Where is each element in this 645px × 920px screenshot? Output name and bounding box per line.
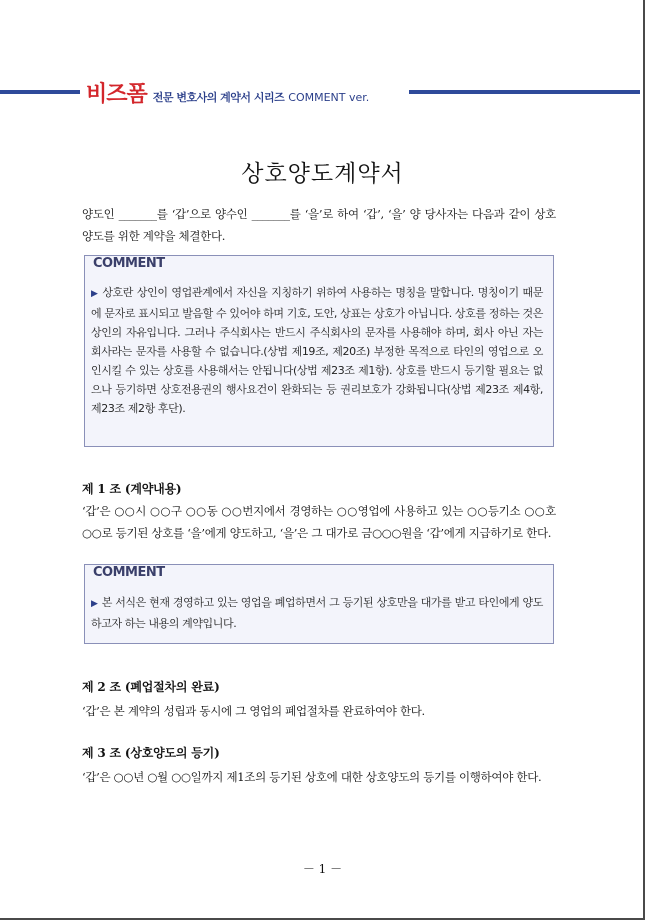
- triangle-bullet-icon: ▶: [91, 289, 99, 299]
- header-rule-right: [409, 90, 640, 94]
- comment-box: [84, 255, 554, 447]
- article-3-body: ‘갑’은 ○○년 ○월 ○○일까지 제1조의 등기된 상호에 대한 상호양도의 등기를 이행하여야 한다.: [82, 770, 542, 784]
- comment-label: COMMENT: [93, 256, 165, 271]
- brand-logo: 비즈폼: [86, 82, 147, 107]
- document-header: [0, 77, 645, 107]
- header-text: [86, 77, 369, 108]
- comment-box: [84, 564, 554, 644]
- article-3-heading: 제 3 조 (상호양도의 등기): [82, 746, 220, 760]
- page-number: － 1 －: [302, 862, 343, 876]
- comment-text: [91, 283, 543, 418]
- comment-body-text: 상호란 상인이 영업관계에서 자신을 지칭하기 위하여 사용하는 명칭을 말합니다. 명칭이기 때문에 문자로 표시되고 발음할 수 있어야 하며 기호, 도안, 상표는 상호가 아닙니다. 상호를 정하는 것은 상인의 자유입니다. 그러나 주식회사는 반드시 주식회사의 문자를 사용해야 하며, 회사 아닌 자는 회사라는 문자를 사용할 수 없습니다.(상법 제19조, 제20조) 부정한 목적으로 타인의 영업으로 오인시킬 수 있는 상호를 사용해서는 안됩니다(상법 제23조 제1항). 상호를 반드시 등기할 필요는 없으나 등기하면 상호전용권의 행사요건이 완화되는 등 권리보호가 강화됩니다(상법 제23조 제4항, 제23조 제2항 후단).: [91, 286, 543, 415]
- series-title: 전문 변호사의 계약서 시리즈: [152, 91, 285, 104]
- intro-paragraph: 양도인 _______를 ‘갑’으로 양수인 _______를 ‘을’로 하여 ‘갑’, ‘을’ 양 당사자는 다음과 같이 상호양도를 위한 계약을 체결한다.: [82, 207, 556, 243]
- article-1-body: ‘갑’은 ○○시 ○○구 ○○동 ○○번지에서 경영하는 ○○영업에 사용하고 있는 ○○등기소 ○○호 ○○로 등기된 상호를 ‘을’에게 양도하고, ‘을’은 그 대가로 금○○○원을 ‘갑’에게 지급하기로 한다.: [82, 504, 556, 540]
- document-title: 상호양도계약서: [241, 161, 404, 187]
- comment-text: [91, 593, 543, 633]
- article-2-heading: 제 2 조 (폐업절차의 완료): [82, 680, 220, 694]
- article-2-body: ‘갑’은 본 계약의 성립과 동시에 그 영업의 폐업절차를 완료하여야 한다.: [82, 704, 425, 718]
- article-1-heading: 제 1 조 (계약내용): [82, 482, 182, 496]
- triangle-bullet-icon: ▶: [91, 599, 98, 609]
- comment-body-text: 본 서식은 현재 경영하고 있는 영업을 폐업하면서 그 등기된 상호만을 대가를 받고 타인에게 양도하고자 하는 내용의 계약입니다.: [91, 596, 543, 630]
- comment-label: COMMENT: [93, 565, 165, 580]
- header-rule-left: [0, 90, 80, 94]
- series-version: COMMENT ver.: [288, 91, 370, 104]
